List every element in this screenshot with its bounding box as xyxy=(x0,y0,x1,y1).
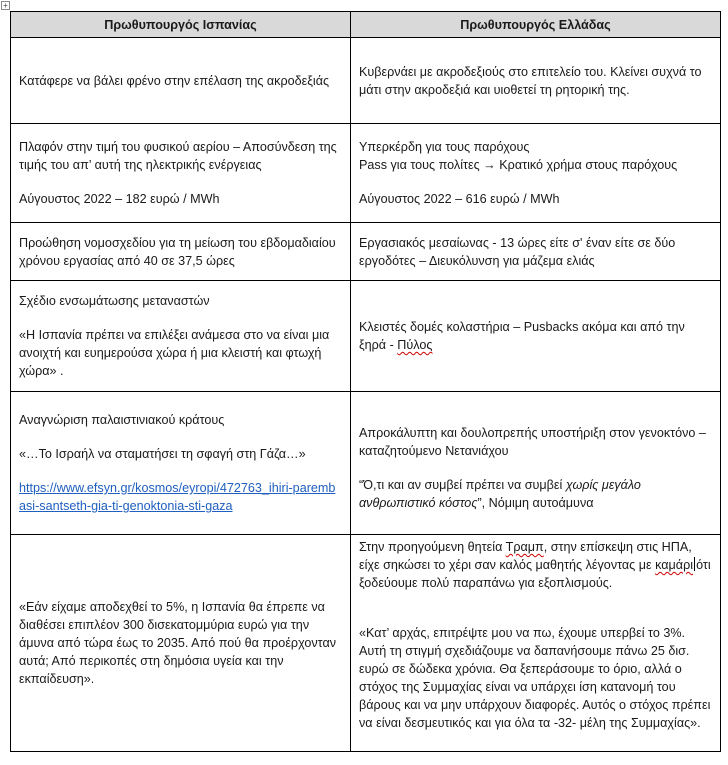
right-arrow-icon: → xyxy=(483,158,496,172)
table-header-row xyxy=(11,12,721,38)
table-row xyxy=(11,535,721,752)
cell-spain-work-hours xyxy=(11,223,351,281)
cell-text-part: ”, Νόμιμη αυτοάμυνα xyxy=(477,496,594,510)
cell-spain-energy xyxy=(11,124,351,223)
cell-spain-defense xyxy=(11,535,351,752)
cell-text xyxy=(359,318,712,354)
cell-greece-far-right xyxy=(351,38,721,124)
comparison-table xyxy=(10,11,721,752)
cell-spain-palestine xyxy=(11,392,351,535)
table-row xyxy=(11,38,721,124)
cell-text: «Εάν είχαμε αποδεχθεί το 5%, η Ισπανία θα έπρεπε να διαθέσει επιπλέον 300 δισεκατομμύρια ευρώ για την άμυνα από τώρα έως το 2035. Από πού θα προέρχονταν αυτά; Από περικοπές στη δημόσια υγεία και την εκπαίδευση». xyxy=(19,600,337,686)
cell-text: Αναγνώριση παλαιστινιακού κράτους xyxy=(19,413,225,427)
cell-greece-migration xyxy=(351,281,721,392)
cell-text: Απροκάλυπτη και δουλοπρεπής υποστήριξη στον γενοκτόνο – καταζητούμενο Νετανιάχου xyxy=(359,426,706,458)
table-move-handle-icon[interactable]: + xyxy=(1,1,10,10)
cell-spain-far-right xyxy=(11,38,351,124)
efsyn-article-link[interactable]: https://www.efsyn.gr/kosmos/eyropi/472763_ihiri-parembasi-santseth-gia-ti-genoktonia-sti-gaza xyxy=(19,481,336,513)
spellcheck-word: Πύλος xyxy=(397,338,433,352)
cell-text: «…Το Ισραήλ να σταματήσει τη σφαγή στη Γάζα…» xyxy=(19,447,306,461)
table-row xyxy=(11,124,721,223)
cell-spain-migration xyxy=(11,281,351,392)
cell-text: Αύγουστος 2022 – 182 ευρώ / MWh xyxy=(19,192,220,206)
cell-greece-energy xyxy=(351,124,721,223)
header-spain-pm: Πρωθυπουργός Ισπανίας xyxy=(11,12,351,38)
cell-text: Προώθηση νομοσχεδίου για τη μείωση του εβδομαδιαίου χρόνου εργασίας από 40 σε 37,5 ώρες xyxy=(19,235,336,268)
table-row xyxy=(11,223,721,281)
cell-greece-work-hours xyxy=(351,223,721,281)
cell-greece-palestine xyxy=(351,392,721,535)
cell-text-part: Pass για τους πολίτες xyxy=(359,158,480,172)
table-row xyxy=(11,281,721,392)
cell-text: «Κατ’ αρχάς, επιτρέψτε μου να πω, έχουμε υπερβεί το 3%. Αυτή τη στιγμή σχεδιάζουμε να δαπανήσουμε πάνω 25 δισ. ευρώ σε δώδεκα χρόνια. Θα ξεπεράσουμε το όριο, αλλά ο στόχος της Συμμαχίας είναι να υπάρχει ίση κατανομή του βάρους και να μην υπάρχουν διαφορές. Αυτός ο στόχος πρέπει να είναι δεσμευτικός και για όλα τα -32- μέλη της Συμμαχίας». xyxy=(359,626,711,730)
cell-text xyxy=(359,156,712,174)
cell-text xyxy=(359,538,712,592)
cell-text: Αύγουστος 2022 – 616 ευρώ / MWh xyxy=(359,192,560,206)
cell-text-part: Κρατικό χρήμα στους παρόχους xyxy=(499,158,678,172)
table-row xyxy=(11,392,721,535)
cell-text xyxy=(359,476,712,512)
cell-text-part: “Ό,τι και αν συμβεί πρέπει να συμβεί xyxy=(359,478,566,492)
spellcheck-word: Τραμπ xyxy=(505,540,544,554)
cell-text: Σχέδιο ενσωμάτωσης μεταναστών xyxy=(19,294,210,308)
cell-text-part: ότι ξοδεύουμε πολύ παραπάνω για εξοπλισμούς. xyxy=(359,558,711,590)
cell-greece-defense xyxy=(351,535,721,752)
cell-text: Πλαφόν στην τιμή του φυσικού αερίου – Αποσύνδεση της τιμής του απ’ αυτή της ηλεκτρικής ενέργειας xyxy=(19,140,337,172)
cell-text: «Η Ισπανία πρέπει να επιλέξει ανάμεσα στο να είναι μια ανοιχτή και ευημερούσα χώρα ή μια κλειστή και φτωχή χώρα» . xyxy=(19,328,330,378)
cell-text: Κατάφερε να βάλει φρένο στην επέλαση της ακροδεξιάς xyxy=(19,73,330,88)
text-cursor xyxy=(694,557,695,571)
spellcheck-word: καμάρι xyxy=(655,558,694,572)
cell-text-part: Στην προηγούμενη θητεία xyxy=(359,540,506,554)
cell-text-part: , στην επίσκεψη στις ΗΠΑ, είχε σηκώσει το χέρι σαν καλός μαθητής λέγοντας με xyxy=(359,540,692,572)
cell-text: Εργασιακός μεσαίωνας - 13 ώρες είτε σ' έναν είτε σε δύο εργοδότες – Διευκόλυνση για μάζεμα ελιάς xyxy=(359,235,676,268)
cell-text-italic: χωρίς μεγάλο ανθρωπιστικό κόστος xyxy=(359,478,641,510)
cell-text: Υπερκέρδη για τους παρόχους xyxy=(359,140,530,154)
cell-text-part: Κλειστές δομές κολαστήρια – Pusbacks ακόμα και από την ξηρά - xyxy=(359,320,685,352)
header-greece-pm: Πρωθυπουργός Ελλάδας xyxy=(351,12,721,38)
cell-text: Κυβερνάει με ακροδεξιούς στο επιτελείο του. Κλείνει συχνά το μάτι στην ακροδεξιά και υιοθετεί τη ρητορική της. xyxy=(359,64,702,97)
